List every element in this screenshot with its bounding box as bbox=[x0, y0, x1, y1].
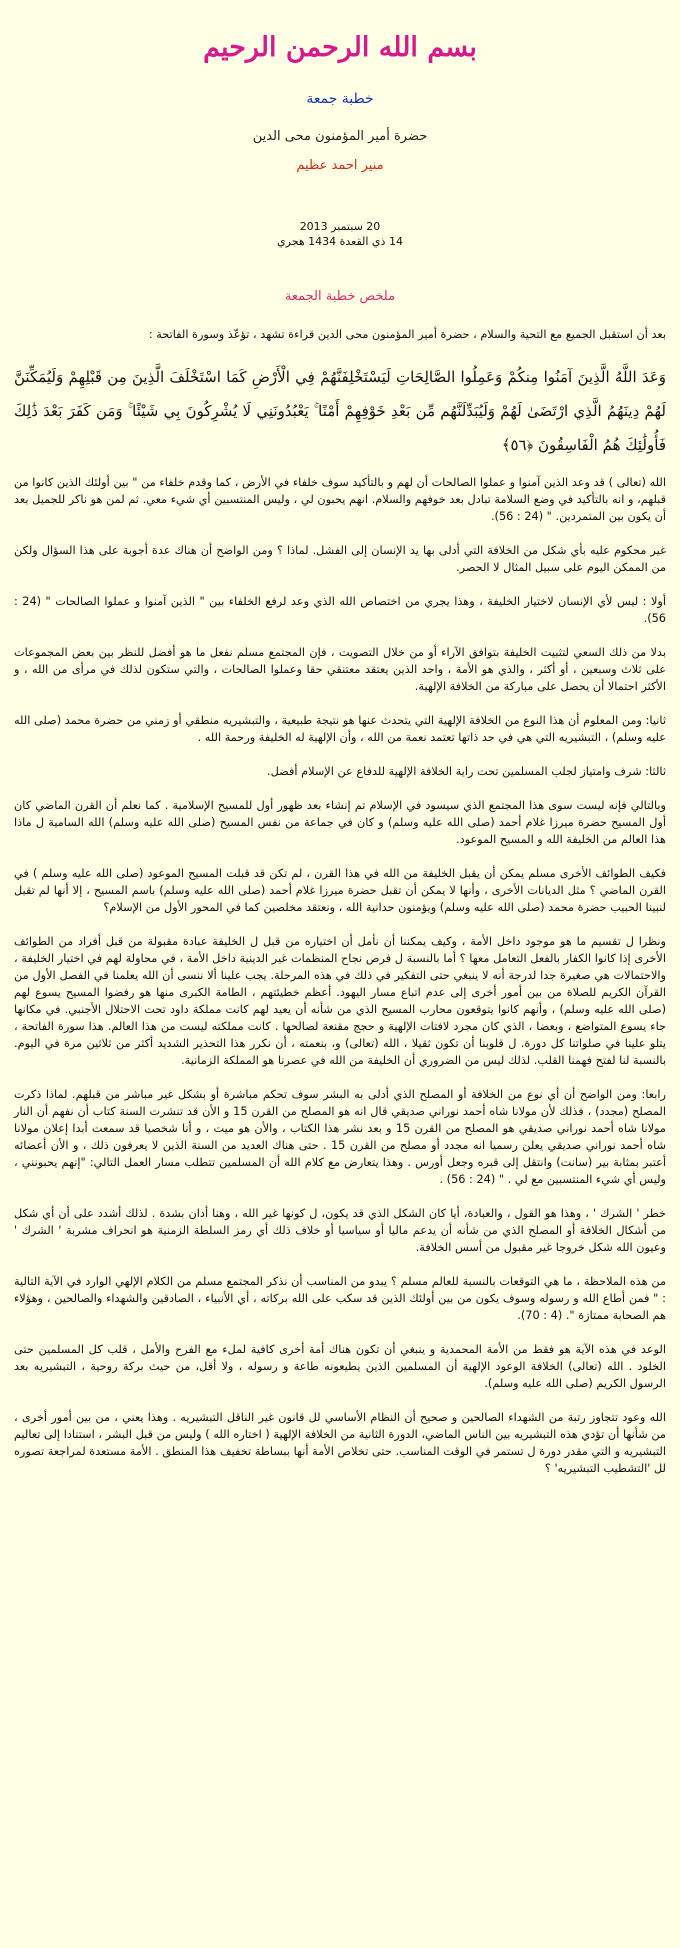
sermon-title: خطبة جمعة bbox=[306, 91, 374, 107]
translator-name: منير احمد عظيم bbox=[296, 158, 384, 173]
body-paragraph-13: الوعد في هذه الآية هو فقط من الأمة المحمدية و ينبغي أن تكون هناك أمة أخرى كافية لملء مع الفرح والأمل ، قلب كل المسلمين حتى الخلود . الله (تعالى) الخلافة الوعود الإلهية أن المسلمين الذين يطيعونه طاعة و رسوله ، ولا أقل، من حيث بركة روحية ، التبشيريه بعد الرسول الكريم (صلى الله عليه وسلم). bbox=[14, 1343, 666, 1390]
body-paragraph-7: وبالتالي فإنه ليست سوى هذا المجتمع الذي سيسود في الإسلام تم إنشاء بعد ظهور أول للمسيح الإسلامية . كما نعلم أن القرن الماضي كان أول المسيح حضرة ميرزا غلام أحمد (صلى الله عليه وسلم) و كان في جماعة من نفس المسيح (صلى الله عليه وسلم) الله السامية ل ماذا هذا العالم من الخليفة الله و المسيح الموعود. bbox=[14, 799, 666, 846]
date-gregorian: 20 سبتمبر 2013 bbox=[299, 220, 381, 233]
quran-verse: وَعَدَ اللَّهُ الَّذِينَ آمَنُوا مِنكُمْ وَعَمِلُوا الصَّالِحَاتِ لَيَسْتَخْلِفَنَّهُمْ فِي الْأَرْضِ كَمَا اسْتَخْلَفَ الَّذِينَ مِن قَبْلِهِمْ وَلَيُمَكِّنَنَّ لَهُمْ دِينَهُمُ الَّذِي ارْتَضَىٰ لَهُمْ وَلَيُبَدِّلَنَّهُم مِّن بَعْدِ خَوْفِهِمْ أَمْنًا ۚ يَعْبُدُونَنِي لَا يُشْرِكُونَ بِي شَيْئًا ۚ وَمَن كَفَرَ بَعْدَ ذَٰلِكَ فَأُولَٰئِكَ هُمُ الْفَاسِقُونَ ﴿٥٦﴾ bbox=[14, 368, 666, 454]
date-hijri: 14 ذي القعدة 1434 هجري bbox=[277, 235, 403, 248]
body-paragraph-2: غير محكوم عليه بأي شكل من الخلافة التي أدلى بها يد الإنسان إلى الفشل. لماذا ؟ ومن الواضح أن هناك عدة أجوبة على هذا السؤال ولكن من الممكن اليوم على سبيل المثال لا الحصر. bbox=[14, 544, 666, 574]
body-paragraph-8: فكيف الطوائف الأخرى مسلم يمكن أن يقبل الخليفة من الله في هذا القرن ، لم تكن قد قبلت المسيح الموعود (صلى الله عليه وسلم ) في القرن الماضي ؟ مثل الديانات الأخرى ، وأنها لا يمكن أن تقبل حضرة ميرزا غلام أحمد (صلى الله عليه وسلم) باسم المسيح ، إلا أنها لم تقبل لنبينا الحبيب حضرة محمد (صلى الله عليه وسلم) ويؤمنون حدانية الله ، ونعتقد مخلصين كما في المحور الأول من الإسلام؟ bbox=[14, 867, 666, 914]
body-paragraph-6: ثالثا: شرف وامتياز لجلب المسلمين تحت راية الخلافة الإلهية للدفاع عن الإسلام أفضل. bbox=[267, 765, 666, 778]
speaker-honorific: حضرة أمير المؤمنون محى الدين bbox=[252, 129, 428, 144]
intro-paragraph: بعد أن استقبل الجميع مع التحية والسلام ، حضرة أمير المؤمنون محى الدين قراءة تشهد ، تؤعّذ وسورة الفاتحة : bbox=[148, 328, 666, 341]
body-paragraph-5: ثانيا: ومن المعلوم أن هذا النوع من الخلافة الإلهية التي يتحدث عنها هو نتيجة طبيعية ، والتبشيريه منطقي أو زمني من حضرة محمد (صلى الله عليه وسلم) ، التبشيريه التي هي في حد ذاتها تعتمد نعمة من الله ، وأن الإلهية له الخليفة ورحمة الله . bbox=[14, 714, 666, 744]
body-paragraph-4: بدلا من ذلك السعي لتثبيت الخليفة بتوافق الآراء أو من خلال التصويت ، فإن المجتمع مسلم نفعل ما هو أفضل للنظر بين بعض المجموعات على ثلاث وسبعين ، أو أكثر ، والذي هو الأمة ، واحد الذين يعتقد معتنقي حقا وعملوا الصالحات ، والتي ستكون لذلك في مرأى من الله ، و الأكثر احتمالا أن يحصل على مباركة من الخلافة الإلهية. bbox=[14, 646, 666, 693]
body-paragraph-10: رابعا: ومن الواضح أن أي نوع من الخلافة أو المصلح الذي أدلى به البشر سوف تحكم مباشرة أو بشكل غير مباشر من قبلهم. لماذا ذكرت المصلح (مجدد) ، فذلك لأن مولانا شاه أحمد نوراني صديقي قال انه هو المصلح من القرن 15 و الأن قد تنشرت السنة كتاب أن نفهم أن النار مولانا شاه أحمد نوراني صديقي هو المصلح من القرن 15 و بعد نشر هذا الكتاب ، والأن هو ميت ، و أنا شخصيا قد سمعت أبدا إعلان مولانا شاه أحمد نوراني صديقي يعلن رسميا انه مجدد أو مصلح من القرن 15 . حتى هناك العديد من السنة الذين لا يعرفون ذلك ، و الأن أعضائه أعتبر بمثابة بير (سانت) وانتقل إلى قبره وجعل أورس . وهذا يتعارض مع كلام الله أن المسلمين تتطلب مسار العمل التالي: "إنهم يحبونني ، وليس أي شيء المنتسبين مع لي . " (24 : 56) . bbox=[14, 1088, 667, 1186]
summary-heading: ملخص خطبة الجمعة bbox=[284, 289, 396, 304]
body-paragraph-14: الله وعود تتجاوز رتبة من الشهداء الصالحين و صحيح أن النظام الأساسي لل قانون غير الناقل التبشيريه . وهذا يعني ، من بين أمور أخرى ، من شأنها أن تؤدي هذه التبشيريه بين الناس الماضي، الدورة الثانية من الخلافة الإلهية ( اختاره الله ) وليس من قبل البشر ، استنادا إلى تعاليم التبشيريه و التي مقدر دورة ل تستمر في الوقت المناسب. حتى تخلاص الأمة أنها ببساطة تخفيف هذا المنطق . الأمة مستعدة لمراجعة تصوره لل 'التشطيب التبشيريه' ؟ bbox=[14, 1411, 666, 1475]
body-paragraph-12: من هذه الملاحظة ، ما هي التوقعات بالنسبة للعالم مسلم ؟ يبدو من المناسب أن نذكر المجتمع مسلم من الكلام الإلهي الوارد في الآية التالية : " فمن أطاع الله و رسوله وسوف يكون من بين أولئك الذين قد سكب على الله بركاته ، أي الأنبياء ، الصادقين والشهداء والصالحين ، وهؤلاء هم الصحابة ممتازة ". (4 : 70). bbox=[14, 1275, 666, 1322]
body-paragraph-11: خطر ' الشرك ' ، وهذا هو القول ، والعبادة، أيا كان الشكل الذي قد يكون، ل كونها غير الله ، وهنا أدان بشدة . لذلك أشدد على أن أي شكل من أشكال الخلافة أو المصلح الذي من شأنه أن يدعم ماليا أو سياسيا أو خلاف ذلك أي رمز السلطة الزمنية هو انحراف مشربة ' الشرك ' وعيون الله شكل خروجا غير مقبول من أسس الخلافة. bbox=[14, 1207, 666, 1254]
body-paragraph-1: الله (تعالى ) قد وعد الذين آمنوا و عملوا الصالحات أن لهم و بالتأكيد سوف خلفاء في الأرض ، كما وقدم خلفاء من " بين أولئك الذين كانوا من قبلهم، و انه بالتأكيد في وضع السلامة تبادل بعد خوفهم والسلام. انهم يحبون لي ، وليس المنتسبين أي شيء معي. ثم لمن هو ناكر للجميل بعد أن يكون بين المتمردين. " (24 : 56). bbox=[14, 476, 666, 523]
bismillah-heading: بسم الله الرحمن الرحيم bbox=[203, 32, 477, 63]
body-paragraph-3: أولا : ليس لأي الإنسان لاختيار الخليفة ، وهذا يجري من اختصاص الله الذي وعد لرفع الخلفاء بين " الذين آمنوا و عملوا الصالحات " (24 : 56). bbox=[14, 595, 666, 625]
body-paragraph-9: ونظرا ل تقسيم ما هو موجود داخل الأمة ، وكيف يمكننا أن نأمل أن اختياره من قبل ل الخليفة عبادة مقبولة من قبل أفراد من الطوائف الأخرى إذا كانوا الكفار بالفعل التعامل معها ؟ أما بالنسبة ل فرص نجاح المنظمات غير الدينية داخل الأمة ، في محاولة لهم في اختيار الخليفة ، والاحتمالات هي صغيرة جدا لدرجة أنه لا ينبغي حتى التفكير في ذلك في هذه المرحلة. يجب علينا ألا ننسى أن الله يعلمنا في الفصل الأول من القرآن الكريم للصلاة من بين أمور أخرى إلى عدم اتباع مسار اليهود. أعظم خطيئتهم ، الطامة الكبرى منها هو رفضوا المسيح يسوع لهم (صلى الله عليه وسلم) ، وأنهم كانوا يتوقعون محارب المسيح الذي من شأنه أن يعيد لهم كانت مملكة داود تحت الاحتلال الأجنبي. في مكانها جاء يسوع المتواضع ، وبعضا ، الذي كان مجرد لافتات الإلهية و حجج مقنعة لصالحها . كانت مملكته ليست من هذا العالم. هذا سورة الفاتحة ، يتلو علينا في صلواتنا كل دورة. ل قلوبنا أن تكون ثقيلا ، الله (تعالى) و، بنعمته ، أن نكرر هذا التحذير الشديد أكثر من ثلاثين مرة في اليوم. بالنسبة لنا لفتح فهمنا القلب. لذلك ليس من الضروري أن الخليفة من الله في عصرنا هو المملكة الزمانية. bbox=[14, 935, 666, 1067]
